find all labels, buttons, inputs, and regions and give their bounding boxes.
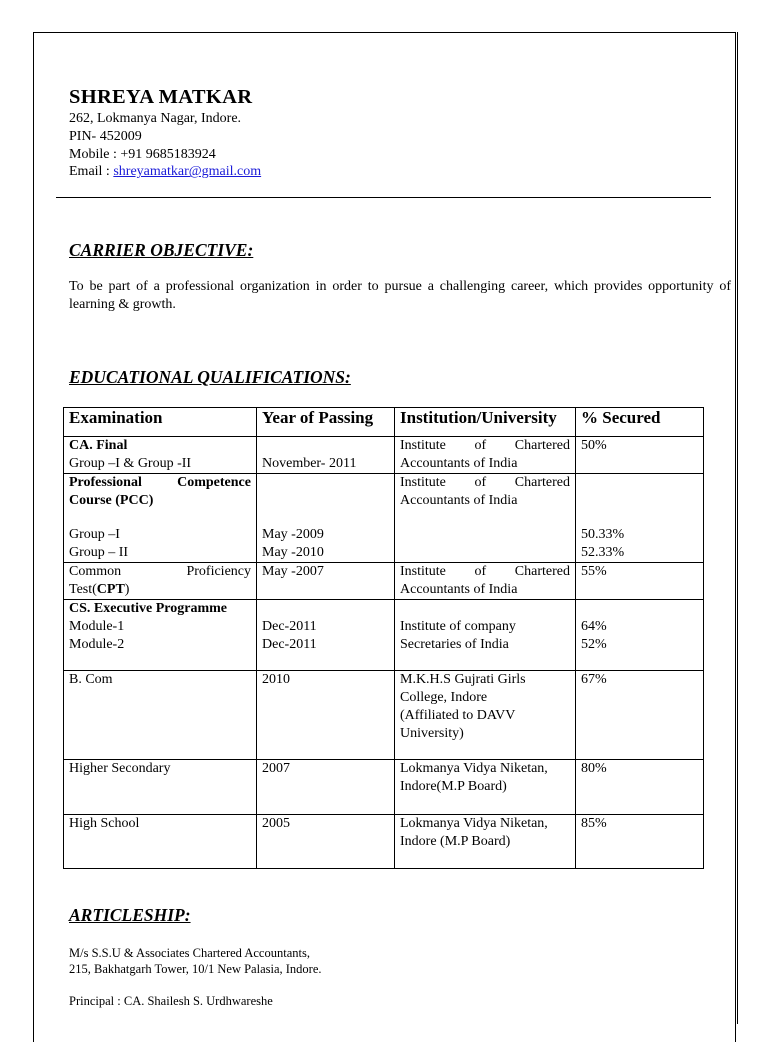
table-row (64, 563, 704, 600)
principal-line: Principal : CA. Shailesh S. Urdhwareshe (69, 994, 273, 1008)
column-header: Examination (64, 408, 257, 437)
objective-text: To be part of a professional organization in order to pursue a challenging career, which provides opportunity of learning & growth. (69, 279, 731, 312)
percent-cell: 50.33% 52.33% (576, 474, 704, 563)
pin-line: PIN- 452009 (69, 128, 142, 144)
exam-cell: CA. Final Group –I & Group -II (64, 437, 257, 474)
email-line (69, 163, 261, 181)
column-header: Institution/University (395, 408, 576, 437)
exam-cell: Higher Secondary (64, 760, 257, 815)
objective-heading: CARRIER OBJECTIVE: (69, 240, 254, 260)
header-divider (56, 197, 711, 198)
mobile-line: Mobile : +91 9685183924 (69, 146, 216, 162)
institution-cell: Institute of Chartered Accountants of India (395, 437, 576, 474)
email-label: Email : (69, 164, 114, 180)
education-heading: EDUCATIONAL QUALIFICATIONS: (69, 367, 351, 387)
year-cell: Dec-2011 Dec-2011 (257, 600, 395, 671)
articleship-heading: ARTICLESHIP: (69, 905, 191, 925)
institution-cell: Lokmanya Vidya Niketan, Indore (M.P Board) (395, 815, 576, 869)
exam-cell: High School (64, 815, 257, 869)
column-header: % Secured (576, 408, 704, 437)
column-header: Year of Passing (257, 408, 395, 437)
exam-cell: Professional Competence Course (PCC) Group –I Group – II (64, 474, 257, 563)
institution-cell: Lokmanya Vidya Niketan, Indore(M.P Board) (395, 760, 576, 815)
percent-cell: 80% (576, 760, 704, 815)
exam-cell: Common Proficiency Test(CPT) (64, 563, 257, 600)
year-cell: 2007 (257, 760, 395, 815)
table-header-row (64, 408, 704, 437)
firm-name: M/s S.S.U & Associates Chartered Accountants, (69, 946, 310, 960)
percent-cell: 50% (576, 437, 704, 474)
table-row (64, 474, 704, 563)
percent-cell: 67% (576, 671, 704, 760)
table-row (64, 760, 704, 815)
institution-cell: Institute of Chartered Accountants of India (395, 563, 576, 600)
page-edge (737, 32, 738, 1024)
articleship-block (69, 946, 322, 977)
education-table (63, 407, 704, 869)
firm-address: 215, Bakhatgarh Tower, 10/1 New Palasia, Indore. (69, 961, 322, 976)
year-cell: November- 2011 (257, 437, 395, 474)
institution-cell: Institute of company Secretaries of India (395, 600, 576, 671)
candidate-name: SHREYA MATKAR (69, 86, 253, 108)
year-cell: May -2009 May -2010 (257, 474, 395, 563)
table-row (64, 815, 704, 869)
percent-cell: 55% (576, 563, 704, 600)
exam-cell: CS. Executive Programme Module-1 Module-2 (64, 600, 257, 671)
contact-block (69, 110, 261, 181)
percent-cell: 85% (576, 815, 704, 869)
institution-cell: Institute of Chartered Accountants of India (395, 474, 576, 563)
table-row (64, 437, 704, 474)
table-row (64, 600, 704, 671)
exam-cell: B. Com (64, 671, 257, 760)
percent-cell: 64% 52% (576, 600, 704, 671)
email-link[interactable]: shreyamatkar@gmail.com (113, 164, 262, 180)
address-line: 262, Lokmanya Nagar, Indore. (69, 111, 242, 126)
year-cell: 2010 (257, 671, 395, 760)
table-row (64, 671, 704, 760)
year-cell: May -2007 (257, 563, 395, 600)
institution-cell: M.K.H.S Gujrati Girls College, Indore (Affiliated to DAVV University) (395, 671, 576, 760)
year-cell: 2005 (257, 815, 395, 869)
